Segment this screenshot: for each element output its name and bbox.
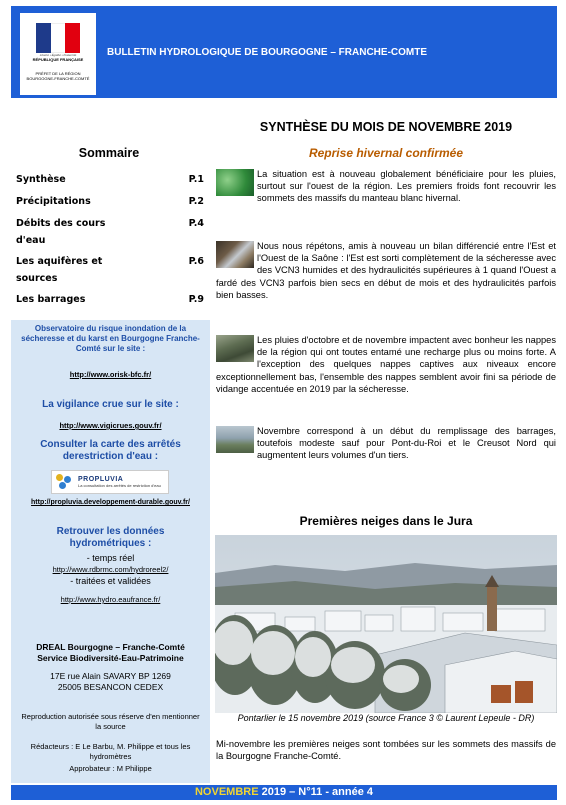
toc-item-page: P.2 [188, 196, 204, 207]
vigilance-title: La vigilance crue sur le site : [42, 399, 179, 410]
toc-item-label: Précipitations [16, 196, 91, 207]
footer-month: NOVEMBRE [194, 786, 259, 798]
orisk-link[interactable]: http://www.orisk-bfc.fr/ [69, 370, 152, 379]
approbateur: Approbateur : M Philippe [69, 764, 152, 773]
toc-item-aquiferes[interactable] [16, 253, 204, 287]
rain-thumbnail [216, 169, 254, 196]
propluvia-icon [56, 474, 72, 490]
snow-town-illustration [215, 535, 557, 713]
snow-section-title: Premières neiges dans le Jura [299, 514, 473, 528]
toc-item-precipitations[interactable] [16, 193, 204, 210]
address-line-2: 25005 BESANCON CEDEX [57, 682, 164, 692]
footer-issue: 2019 – N°11 - année 4 [258, 786, 374, 798]
snow-section-text: Mi-novembre les premières neiges sont tombées sur les sommets des massifs de la Bourgogne Franche-Comté. [216, 739, 556, 761]
validated-label: - traitées et validées [70, 576, 151, 586]
redacteurs: Rédacteurs : E Le Barbu, M. Philippe et tous les hydromètres [30, 742, 191, 761]
river-thumbnail [216, 241, 254, 268]
toc-item-debits[interactable] [16, 215, 204, 249]
header-banner [11, 6, 557, 98]
photo-caption: Pontarlier le 15 novembre 2019 (source France 3 © Laurent Lepeule - DR) [237, 713, 535, 723]
toc-item-label: Les aquifères et sources [16, 256, 103, 284]
observatoire-title: Observatoire du risque inondation de la sécheresse et du karst en Bourgogne Franche-Comté sur le site : [21, 324, 200, 353]
aquifer-thumbnail [216, 335, 254, 362]
address-line-1: 17E rue Alain SAVARY BP 1269 [50, 671, 171, 681]
synthesis-subtitle: Reprise hivernal confirmée [308, 146, 464, 160]
dreal-service: Service Biodiversité-Eau-Patrimoine [37, 653, 184, 663]
logo-republique: RÉPUBLIQUE FRANÇAISE [32, 57, 84, 62]
toc-item-label: Les barrages [16, 294, 86, 305]
paragraph-text: Nous nous répétons, amis à nouveau un bilan différencié entre l'Est et l'Ouest de la Saône : l'Est est sorti complètement de la sécheresse avec des VCN3 humides et des hydraulicités supérieures à 1 quand l'Ouest a fardé des VCN3 parfois bien secs en début de mois et des hydraulicités parfois bien basses. [216, 241, 556, 300]
toc-item-page: P.4 [188, 218, 204, 229]
vigicrues-link[interactable]: http://www.vigicrues.gouv.fr/ [59, 421, 162, 430]
realtime-label: - temps réel [86, 553, 135, 563]
page-title: SYNTHÈSE DU MOIS DE NOVEMBRE 2019 [259, 120, 513, 134]
paragraph-rivers [216, 240, 556, 301]
bulletin-title: BULLETIN HYDROLOGIQUE DE BOURGOGNE – FRANCHE-COMTE [107, 47, 428, 58]
french-flag-icon [36, 23, 80, 53]
arretes-title: Consulter la carte des arrêtés derestriction d'eau : [40, 439, 181, 462]
toc-title: Sommaire [78, 146, 140, 160]
reproduction-notice: Reproduction autorisée sous réserve d'en mentionner la source [21, 712, 200, 731]
toc-item-page: P.9 [188, 294, 204, 305]
toc-item-label: Synthèse [16, 174, 66, 185]
paragraph-text: Les pluies d'octobre et de novembre impactent avec bonheur les nappes de la région qui ont toutes entamé une recharge plus ou moins forte. A l'exception des quelques nappes captives aux niveaux encore exceptionnellement bas, l'ensemble des nappes semblent avoir fini sa période de vidange accentuée en 2019 par la sécheresse. [216, 335, 556, 394]
paragraph-dams [216, 425, 556, 462]
toc-item-page: P.6 [188, 256, 204, 267]
paragraph-rain [216, 168, 556, 205]
propluvia-name: PROPLUVIA [78, 476, 124, 483]
paragraph-text: Novembre correspond à un début du remplissage des barrages, toutefois modeste sauf pour Pont-du-Roi et le Creusot Nord qui augmentent leurs volumes d'un tiers. [257, 426, 556, 461]
paragraph-aquifers [216, 334, 556, 395]
toc-item-page: P.1 [188, 174, 204, 185]
logo-prefet: PRÉFET DE LA RÉGION BOURGOGNE-FRANCHE-COMTÉ [26, 71, 90, 81]
rdbrmc-link[interactable]: http://www.rdbrmc.com/hydroreel2/ [52, 565, 169, 574]
hydro-title: Retrouver les données hydrométriques : [56, 526, 165, 549]
toc-item-barrages[interactable] [16, 291, 204, 308]
hydro-eaufrance-link[interactable]: http://www.hydro.eaufrance.fr/ [60, 595, 161, 604]
snow-town-photo [215, 535, 557, 713]
prefecture-logo [20, 13, 96, 95]
logo-motto: Liberté • Égalité • Fraternité [39, 53, 77, 57]
dam-thumbnail [216, 426, 254, 453]
propluvia-tagline: La consultation des arrêtés de restriction d'eau [78, 483, 161, 488]
toc-item-synthese[interactable] [16, 171, 204, 188]
propluvia-logo[interactable] [51, 470, 169, 494]
dreal-name: DREAL Bourgogne – Franche-Comté [36, 642, 185, 652]
footer-banner [11, 785, 557, 800]
propluvia-link[interactable]: http://propluvia.developpement-durable.gouv.fr/ [31, 499, 190, 506]
toc-item-label: Débits des cours d'eau [16, 218, 106, 246]
sidebar-info-box [11, 320, 210, 783]
paragraph-text: La situation est à nouveau globalement bénéficiaire pour les pluies, surtout sur l'ouest de la région. Les premiers froids font recouvrir les sommets des massifs du manteau blanc hivernal. [257, 169, 556, 204]
